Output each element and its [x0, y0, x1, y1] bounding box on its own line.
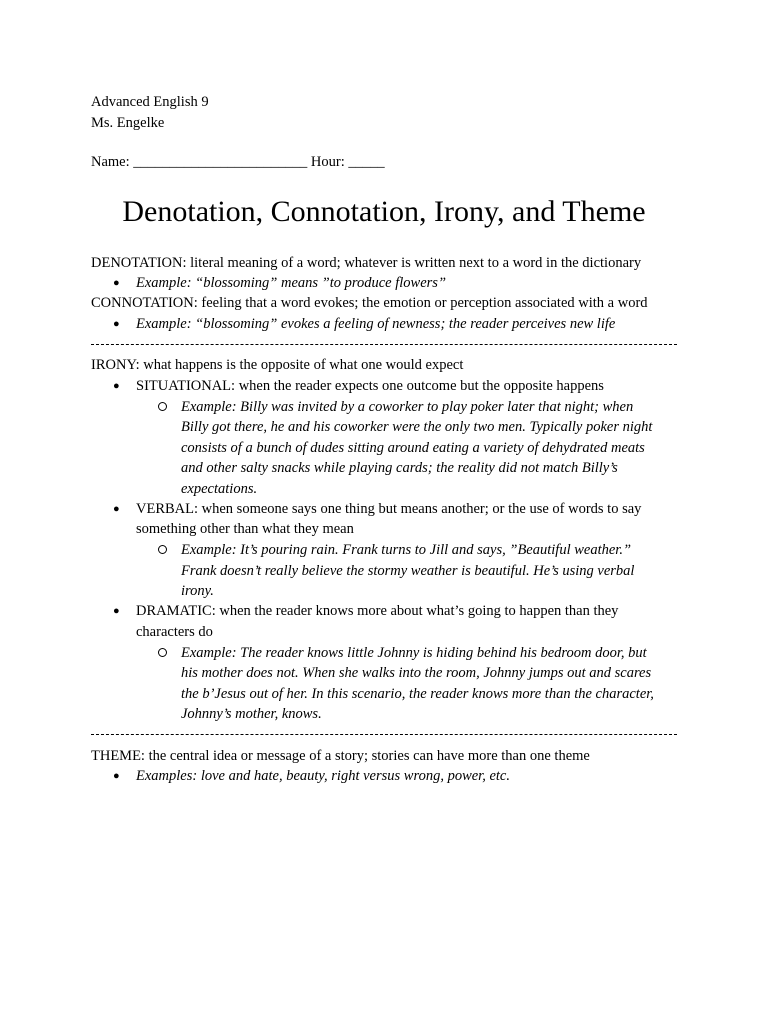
course-name: Advanced English 9	[91, 94, 209, 110]
situational-example-line: consists of a bunch of dudes sitting around eating a variety of dehydrated meats	[181, 440, 645, 456]
sub-bullet-icon	[158, 402, 167, 411]
section-divider	[91, 734, 677, 735]
situational-example-line: expectations.	[181, 481, 258, 497]
bullet-icon: ●	[113, 605, 120, 617]
bullet-icon: ●	[113, 770, 120, 782]
situational-definition: SITUATIONAL: when the reader expects one outcome but the opposite happens	[136, 378, 604, 394]
situational-example-line: and other salty snacks while playing cards; the reality did not match Billy’s	[181, 460, 618, 476]
sub-bullet-icon	[158, 648, 167, 657]
dramatic-definition-line: DRAMATIC: when the reader knows more about what’s going to happen than they	[136, 603, 619, 619]
situational-example-line: Billy got there, he and his coworker were the only two men. Typically poker night	[181, 419, 653, 435]
bullet-icon: ●	[113, 318, 120, 330]
dramatic-example-line: Example: The reader knows little Johnny is hiding behind his bedroom door, but	[181, 645, 647, 661]
denotation-definition: DENOTATION: literal meaning of a word; whatever is written next to a word in the dictionary	[91, 255, 642, 271]
sub-bullet-icon	[158, 545, 167, 554]
teacher-name: Ms. Engelke	[91, 115, 165, 131]
bullet-icon: ●	[113, 277, 120, 289]
irony-definition: IRONY: what happens is the opposite of what one would expect	[91, 357, 464, 373]
dramatic-definition-line: characters do	[136, 624, 213, 640]
verbal-example-line: irony.	[181, 583, 214, 599]
verbal-example-line: Example: It’s pouring rain. Frank turns to Jill and says, ”Beautiful weather.”	[181, 542, 632, 558]
bullet-icon: ●	[113, 380, 120, 392]
bullet-icon: ●	[113, 503, 120, 515]
theme-definition: THEME: the central idea or message of a story; stories can have more than one theme	[91, 748, 590, 764]
situational-example-line: Example: Billy was invited by a coworker to play poker later that night; when	[181, 399, 634, 415]
dramatic-example-line: the b’Jesus out of her. In this scenario, the reader knows more than the character,	[181, 686, 654, 702]
verbal-example-line: Frank doesn’t really believe the stormy weather is beautiful. He’s using verbal	[181, 563, 635, 579]
page-title: Denotation, Connotation, Irony, and Theme	[122, 195, 646, 228]
dramatic-example-line: Johnny’s mother, knows.	[181, 706, 322, 722]
section-divider	[91, 344, 677, 345]
verbal-definition-line: something other than what they mean	[136, 521, 354, 537]
denotation-example: Example: “blossoming” means ”to produce flowers”	[136, 275, 447, 291]
theme-example: Examples: love and hate, beauty, right versus wrong, power, etc.	[136, 768, 510, 784]
name-hour-line: Name: ________________________ Hour: _____	[91, 154, 385, 170]
connotation-example: Example: “blossoming” evokes a feeling of newness; the reader perceives new life	[136, 316, 616, 332]
verbal-definition-line: VERBAL: when someone says one thing but means another; or the use of words to say	[136, 501, 642, 517]
dramatic-example-line: his mother does not. When she walks into the room, Johnny jumps out and scares	[181, 665, 652, 681]
connotation-definition: CONNOTATION: feeling that a word evokes; the emotion or perception associated with a word	[91, 295, 648, 311]
